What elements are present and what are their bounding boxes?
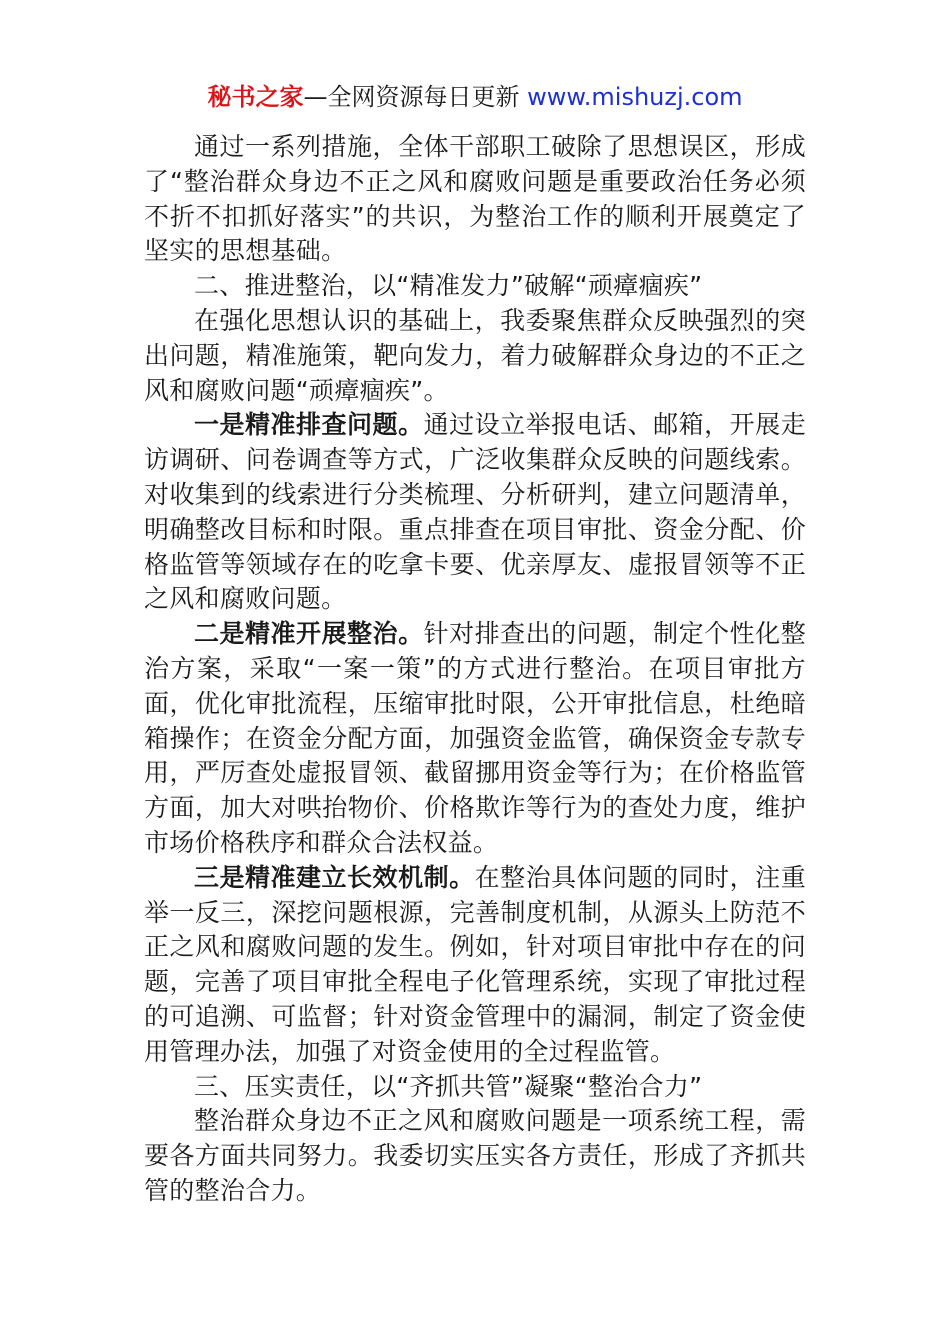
site-url-link[interactable]: www.mishuzj.com bbox=[527, 83, 743, 111]
paragraph-lead-mechanism: 三是精准建立长效机制。 bbox=[194, 862, 475, 892]
section-heading-2: 二、推进整治，以“精准发力”破解“顽瘴痼疾” bbox=[194, 271, 703, 301]
paragraph-section-3-intro: 整治群众身边不正之风和腐败问题是一项系统工程，需要各方面共同努力。我委切实压实各方责任，形成了齐抓共管的整治合力。 bbox=[144, 1106, 806, 1205]
paragraph-text-rectify: 针对排查出的问题，制定个性化整治方案，采取“一案一策”的方式进行整治。在项目审批方面，优化审批流程，压缩审批时限，公开审批信息，杜绝暗箱操作；在资金分配方面，加强资金监管，确保资金专款专用，严厉查处虚报冒领、截留挪用资金等行为；在价格监管方面，加大对哄抬物价、价格欺诈等行为的查处力度，维护市场价格秩序和群众合法权益。 bbox=[144, 619, 806, 857]
paragraph-lead-investigate: 一是精准排查问题。 bbox=[194, 410, 424, 440]
paragraph-rectify bbox=[144, 617, 806, 861]
document-body bbox=[144, 130, 806, 1209]
paragraph-investigate bbox=[144, 408, 806, 617]
site-header bbox=[0, 80, 950, 114]
paragraph-section-2-intro: 在强化思想认识的基础上，我委聚焦群众反映强烈的突出问题，精准施策，靶向发力，着力破解群众身边的不正之风和腐败问题“顽瘴痼疾”。 bbox=[144, 305, 806, 405]
paragraph-consensus: 通过一系列措施，全体干部职工破除了思想误区，形成了“整治群众身边不正之风和腐败问题是重要政治任务必须不折不扣抓好落实”的共识，为整治工作的顺利开展奠定了坚实的思想基础。 bbox=[144, 132, 806, 266]
section-heading-3: 三、压实责任，以“齐抓共管”凝聚“整治合力” bbox=[194, 1071, 703, 1101]
paragraph-text-investigate: 通过设立举报电话、邮箱，开展走访调研、问卷调查等方式，广泛收集群众反映的问题线索。对收集到的线索进行分类梳理、分析研判，建立问题清单，明确整改目标和时限。重点排查在项目审批、资金分配、价格监管等领域存在的吃拿卡要、优亲厚友、虚报冒领等不正之风和腐败问题。 bbox=[144, 410, 806, 614]
paragraph-text-mechanism: 在整治具体问题的同时，注重举一反三，深挖问题根源，完善制度机制，从源头上防范不正之风和腐败问题的发生。例如，针对项目审批中存在的问题，完善了项目审批全程电子化管理系统，实现了审批过程的可追溯、可监督；针对资金管理中的漏洞，制定了资金使用管理办法，加强了对资金使用的全过程监管。 bbox=[144, 862, 806, 1066]
paragraph-lead-rectify: 二是精准开展整治。 bbox=[194, 619, 424, 649]
brand-name: 秘书之家 bbox=[207, 83, 304, 111]
header-tagline: —全网资源每日更新 bbox=[303, 83, 528, 111]
paragraph-mechanism bbox=[144, 861, 806, 1070]
